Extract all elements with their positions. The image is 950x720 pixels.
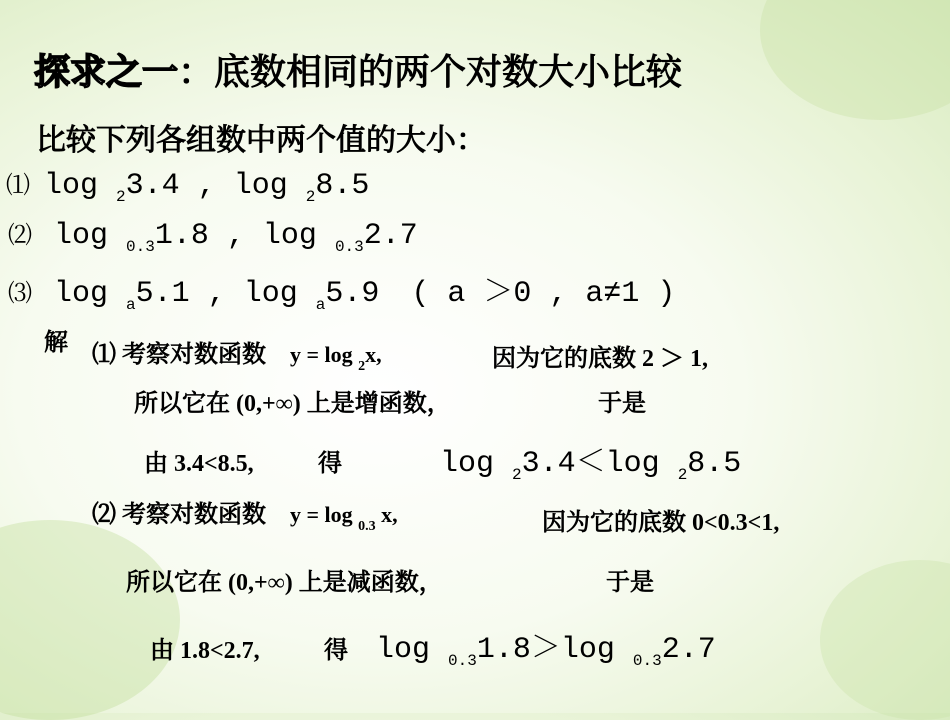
log-keyword: log bbox=[243, 277, 298, 311]
problem-3 bbox=[8, 266, 676, 314]
func-prefix: y = log bbox=[290, 502, 353, 527]
separator: , bbox=[207, 277, 226, 311]
solution-part1-line2: 所以它在 (0,+∞) 上是增函数， bbox=[134, 391, 451, 417]
part-number: ⑴ bbox=[92, 342, 116, 368]
log-keyword: log bbox=[54, 219, 109, 253]
title-colon: ： bbox=[178, 52, 215, 92]
solution-part2-reason: 因为它的底数 0<0.3<1, bbox=[542, 510, 780, 536]
log-argument: 1.8 bbox=[154, 219, 209, 253]
separator: , bbox=[226, 219, 245, 253]
solution-part1-line1 bbox=[92, 334, 382, 374]
problem-1 bbox=[6, 165, 370, 206]
separator: , bbox=[197, 169, 216, 203]
log-argument: 3.4 bbox=[125, 169, 180, 203]
comparison-operator: ＜ bbox=[575, 447, 606, 481]
condition: ( a ＞0 , a≠1 ) bbox=[411, 277, 676, 311]
log-base: 2 bbox=[116, 188, 126, 206]
function-expression bbox=[290, 502, 398, 534]
func-prefix: y = log bbox=[290, 342, 353, 367]
log-keyword: log bbox=[233, 169, 288, 203]
problem-2 bbox=[8, 215, 418, 256]
log-argument: 2.7 bbox=[661, 633, 716, 667]
intro-text: 考察对数函数 bbox=[122, 502, 266, 528]
solution-part1-then: 于是 bbox=[598, 391, 646, 417]
solution-part1-reason: 因为它的底数 2 ＞ 1, bbox=[492, 346, 708, 372]
log-keyword: log bbox=[605, 447, 660, 481]
function-expression bbox=[290, 342, 382, 374]
title-text: 底数相同的两个对数大小比较 bbox=[214, 52, 683, 92]
solution-part1-by: 由 3.4<8.5, bbox=[144, 451, 254, 477]
log-base: 2 bbox=[305, 188, 316, 206]
intro-text: 考察对数函数 bbox=[122, 342, 266, 368]
log-expression bbox=[54, 277, 676, 314]
subtitle: 比较下列各组数中两个值的大小： bbox=[36, 124, 486, 157]
log-base: 0.3 bbox=[632, 652, 662, 670]
log-base: 0.3 bbox=[334, 238, 364, 256]
log-base: a bbox=[315, 296, 326, 314]
func-base: 0.3 bbox=[358, 519, 376, 534]
solution-part2-result bbox=[376, 622, 716, 670]
log-argument: 3.4 bbox=[521, 447, 576, 481]
solution-part1-get: 得 bbox=[318, 451, 342, 477]
log-argument: 5.1 bbox=[135, 277, 190, 311]
part-number: ⑵ bbox=[92, 502, 116, 528]
solution-part2-by: 由 1.8<2.7, bbox=[150, 638, 260, 664]
log-argument: 8.5 bbox=[687, 447, 742, 481]
log-keyword: log bbox=[440, 447, 495, 481]
func-suffix: x, bbox=[365, 342, 382, 367]
bg-leaf-decoration bbox=[760, 0, 950, 120]
bg-leaf-decoration bbox=[0, 520, 180, 720]
log-argument: 1.8 bbox=[476, 633, 531, 667]
problem-number: ⑴ bbox=[6, 171, 30, 199]
log-argument: 8.5 bbox=[315, 169, 370, 203]
title-highlight: 探求之一 bbox=[34, 52, 179, 93]
log-base: 2 bbox=[512, 466, 522, 484]
func-suffix: x, bbox=[381, 502, 398, 527]
page-title bbox=[34, 44, 682, 95]
log-base: 2 bbox=[677, 466, 688, 484]
log-base: a bbox=[126, 296, 136, 314]
func-base: 2 bbox=[358, 359, 366, 374]
problem-number: ⑵ bbox=[8, 221, 32, 249]
log-expression bbox=[44, 169, 370, 206]
log-keyword: log bbox=[262, 219, 317, 253]
log-keyword: log bbox=[376, 633, 431, 667]
log-keyword: log bbox=[54, 277, 109, 311]
log-keyword: log bbox=[44, 169, 99, 203]
solution-part2-line2: 所以它在 (0,+∞) 上是减函数， bbox=[126, 570, 443, 596]
log-argument: 5.9 bbox=[325, 277, 380, 311]
log-expression bbox=[54, 219, 418, 256]
solution-part2-line1 bbox=[92, 494, 398, 534]
log-base: 0.3 bbox=[126, 238, 155, 256]
bg-leaf-decoration bbox=[820, 560, 950, 720]
log-keyword: log bbox=[560, 633, 615, 667]
solution-part1-result bbox=[440, 436, 742, 484]
solution-part2-get: 得 bbox=[324, 638, 348, 664]
problem-number: ⑶ bbox=[8, 279, 32, 307]
log-base: 0.3 bbox=[448, 652, 477, 670]
log-argument: 2.7 bbox=[363, 219, 418, 253]
solution-label: 解 bbox=[44, 330, 68, 356]
solution-part2-then: 于是 bbox=[606, 570, 654, 596]
comparison-operator: ＞ bbox=[530, 633, 561, 667]
